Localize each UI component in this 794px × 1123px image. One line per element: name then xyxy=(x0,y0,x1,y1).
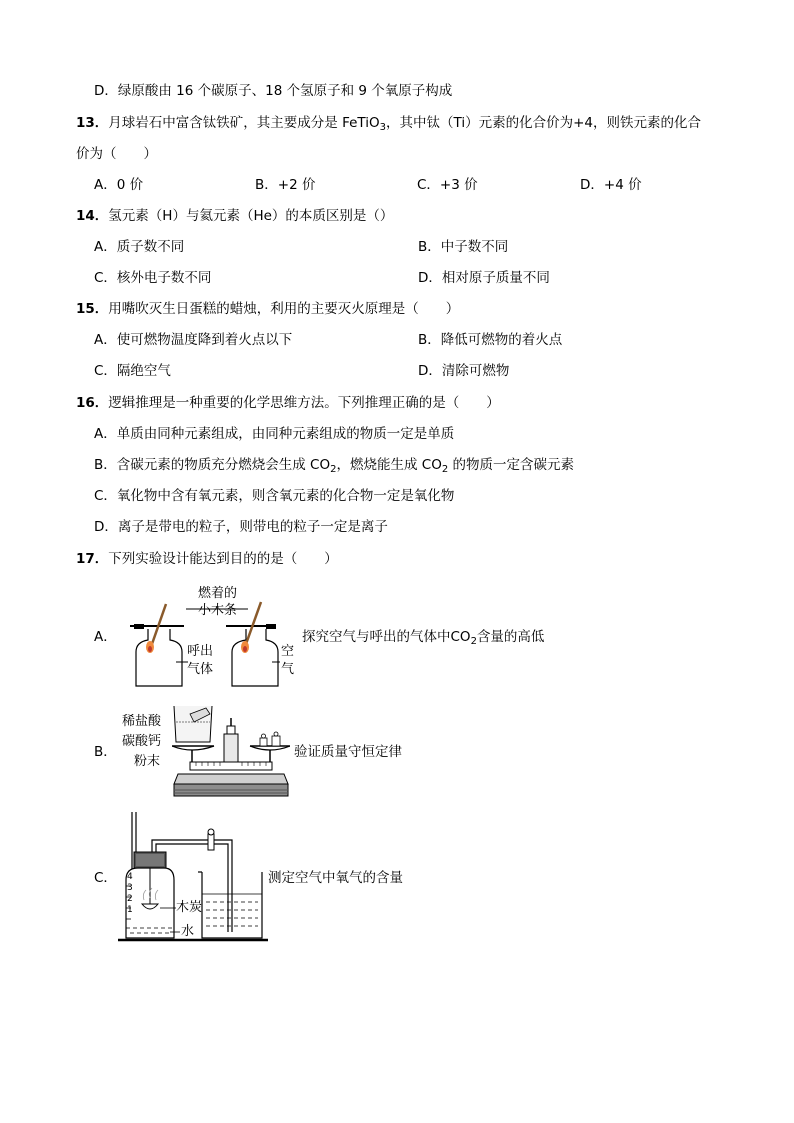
q15-stem xyxy=(76,299,459,319)
q14-stem xyxy=(76,206,393,226)
q13-option-d[interactable]: D．+4 价 xyxy=(580,177,642,193)
q17-option-b-letter[interactable]: B． xyxy=(94,744,117,760)
exhaled-gas-label-line1: 呼出 xyxy=(187,644,214,659)
hydrochloric-acid-label: 稀盐酸 xyxy=(122,714,162,729)
q14-option-d[interactable]: D．相对原子质量不同 xyxy=(418,270,550,286)
q17-figure-b xyxy=(172,704,290,800)
option-a-caption-part-a: 探究空气与呼出的气体中CO xyxy=(302,629,471,645)
exhaled-gas-label xyxy=(187,643,213,679)
burning-stick-label xyxy=(198,585,237,619)
option-c-caption: 测定空气中氧气的含量 xyxy=(268,870,403,886)
q16-number: 16． xyxy=(76,395,109,411)
q13-number: 13． xyxy=(76,115,109,131)
q16-option-c[interactable]: C．氧化物中含有氧元素，则含氧元素的化合物一定是氧化物 xyxy=(94,488,455,504)
q13-option-a[interactable]: A．0 价 xyxy=(94,177,144,193)
q16-option-b-part-b: ，燃烧能生成 CO xyxy=(336,457,442,473)
q13-subscript: 3 xyxy=(379,122,387,133)
air-label xyxy=(281,643,294,679)
option-b-caption: 验证质量守恒定律 xyxy=(294,744,402,760)
q16-option-b-subscript-1: 2 xyxy=(330,464,337,475)
q14-option-a[interactable]: A．质子数不同 xyxy=(94,239,185,255)
calcium-carbonate-label: 碳酸钙 xyxy=(122,734,162,749)
q16-option-b-part-a: B．含碳元素的物质充分燃烧会生成 CO xyxy=(94,457,331,473)
charcoal-label: 木炭 xyxy=(176,900,203,915)
q14-option-c[interactable]: C．核外电子数不同 xyxy=(94,270,212,286)
burning-stick-label-line2: 小木条 xyxy=(198,603,238,618)
flask-scale xyxy=(127,872,133,916)
q17-stem xyxy=(76,549,338,569)
scale-mark-4: 4 xyxy=(127,872,133,882)
q15-option-c[interactable]: C．隔绝空气 xyxy=(94,363,171,379)
q17-option-a-letter[interactable]: A． xyxy=(94,629,117,645)
air-label-line2: 气 xyxy=(281,662,295,677)
option-a-caption xyxy=(302,627,544,652)
q14-option-b[interactable]: B．中子数不同 xyxy=(418,239,509,255)
q15-option-b[interactable]: B．降低可燃物的着火点 xyxy=(418,332,563,348)
option-a-caption-part-b: 含量的高低 xyxy=(476,629,545,645)
q13-option-c[interactable]: C．+3 价 xyxy=(417,177,478,193)
q12-option-d[interactable]: D．绿原酸由 16 个碳原子、18 个氢原子和 9 个氧原子构成 xyxy=(94,83,453,99)
q13-stem-line1 xyxy=(76,113,701,138)
q16-option-b-subscript-2: 2 xyxy=(441,464,449,475)
q15-number: 15． xyxy=(76,301,109,317)
powder-label: 粉末 xyxy=(134,754,161,769)
q16-stem-text: 逻辑推理是一种重要的化学思维方法。下列推理正确的是（ ） xyxy=(108,395,500,411)
q13-stem-part-b: ，其中钛（Ti）元素的化合价为+4，则铁元素的化合 xyxy=(386,115,701,131)
exhaled-gas-label-line2: 气体 xyxy=(187,662,214,677)
q13-stem-line2: 价为（ ） xyxy=(76,146,157,162)
scale-mark-2: 2 xyxy=(127,894,133,904)
water-label: 水 xyxy=(181,924,195,939)
balance-labels xyxy=(122,712,161,772)
q15-stem-text: 用嘴吹灭生日蛋糕的蜡烛，利用的主要灭火原理是（ ） xyxy=(108,301,460,317)
left-bottle xyxy=(130,604,188,686)
q17-number: 17． xyxy=(76,551,109,567)
scale-mark-3: 3 xyxy=(127,883,133,893)
burning-stick-label-line1: 燃着的 xyxy=(198,586,238,601)
q17-stem-text: 下列实验设计能达到目的的是（ ） xyxy=(108,551,338,567)
air-label-line1: 空 xyxy=(281,644,295,659)
q16-option-d[interactable]: D．离子是带电的粒子，则带电的粒子一定是离子 xyxy=(94,519,388,535)
q13-option-b[interactable]: B．+2 价 xyxy=(255,177,316,193)
q15-option-d[interactable]: D．清除可燃物 xyxy=(418,363,510,379)
balance-diagram xyxy=(172,704,290,800)
option-a-caption-subscript: 2 xyxy=(470,636,477,647)
q16-stem xyxy=(76,393,500,413)
scale-mark-1: 1 xyxy=(127,905,133,915)
q14-number: 14． xyxy=(76,208,109,224)
q14-stem-text: 氢元素（H）与氦元素（He）的本质区别是（） xyxy=(108,208,394,224)
q13-stem-part-a: 月球岩石中富含钛铁矿，其主要成分是 FeTiO xyxy=(108,115,380,131)
q16-option-b-part-c: 的物质一定含碳元素 xyxy=(448,457,574,473)
q16-option-b[interactable] xyxy=(94,455,574,480)
q17-option-c-letter[interactable]: C． xyxy=(94,870,117,886)
q15-option-a[interactable]: A．使可燃物温度降到着火点以下 xyxy=(94,332,293,348)
q16-option-a[interactable]: A．单质由同种元素组成，由同种元素组成的物质一定是单质 xyxy=(94,426,455,442)
